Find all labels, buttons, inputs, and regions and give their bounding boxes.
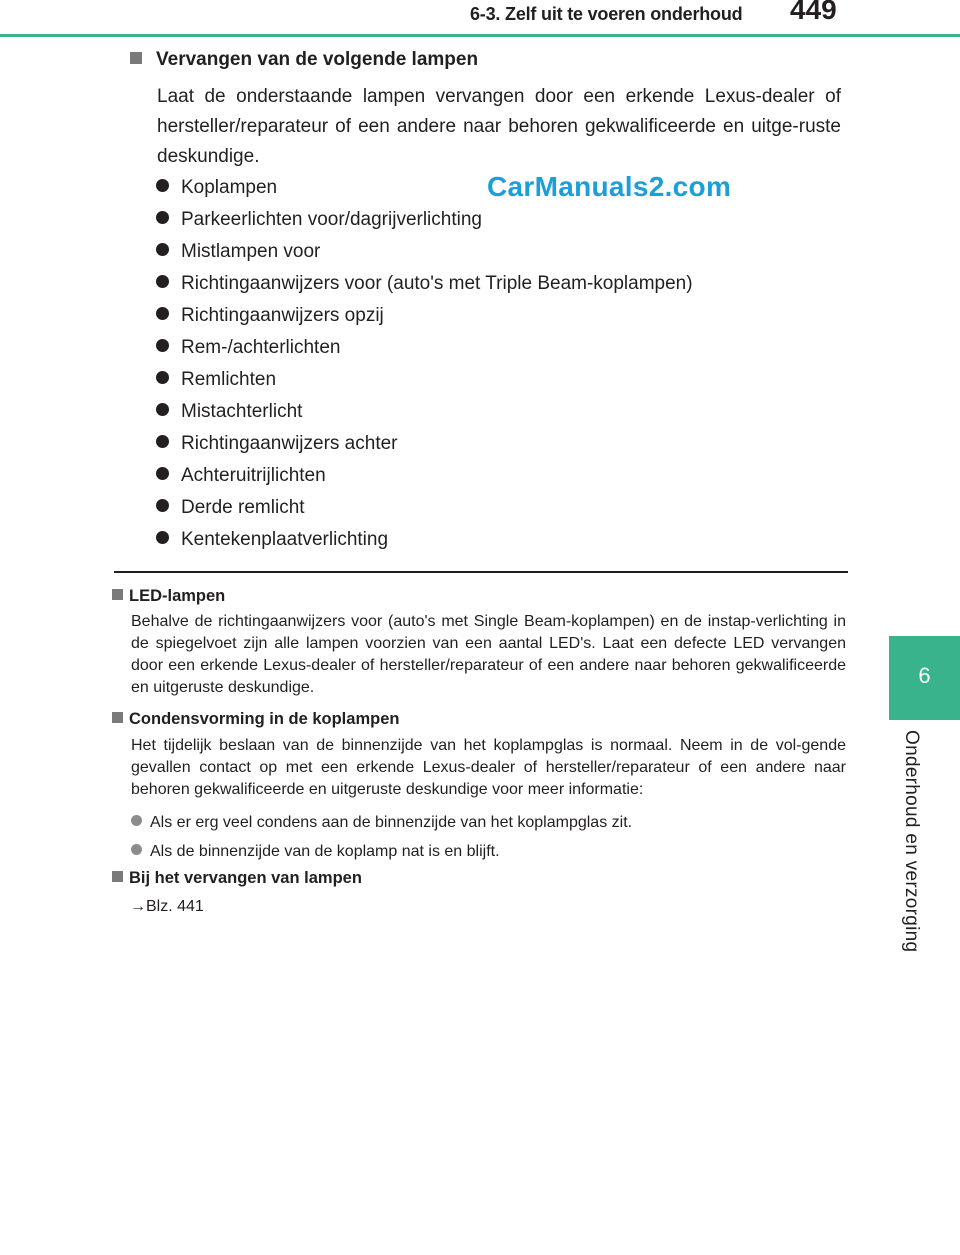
note-replacing (112, 869, 846, 888)
note-body: Het tijdelijk beslaan van de binnenzijde van het koplampglas is normaal. Neem in de vol-gende gevallen contact op met een erkende Lexus-dealer of hersteller/reparateur of een andere naar behoren gekwalificeerde en uitgeruste deskundige voor meer informatie: (131, 737, 846, 798)
list-item-text: Rem-/achterlichten (181, 337, 341, 358)
sub-list-item-text: Als de binnenzijde van de koplamp nat is en blijft. (150, 843, 500, 860)
note-heading (112, 710, 846, 729)
square-bullet-icon (112, 871, 123, 882)
bullet-icon (156, 435, 169, 448)
intro-paragraph: Laat de onderstaande lampen vervangen door een erkende Lexus-dealer of hersteller/reparateur of een andere naar behoren gekwalificeerde en uitge-ruste deskundige. (157, 86, 841, 167)
note-heading (112, 587, 846, 606)
note-heading (112, 869, 846, 888)
page-reference-link[interactable]: →Blz. 441 (130, 898, 204, 915)
sub-list-item (131, 812, 632, 834)
note-condensation (112, 710, 846, 801)
note-heading-text: Bij het vervangen van lampen (129, 869, 362, 887)
bullet-icon (156, 307, 169, 320)
bullet-icon (156, 403, 169, 416)
list-item-text: Richtingaanwijzers opzij (181, 305, 384, 326)
list-item-text: Kentekenplaatverlichting (181, 529, 389, 550)
watermark: CarManuals2.com (487, 171, 732, 202)
header-rule (0, 34, 960, 37)
list-item-text: Mistachterlicht (181, 401, 303, 422)
bullet-icon (156, 499, 169, 512)
section-divider (114, 571, 848, 573)
list-item (156, 172, 693, 204)
list-item-text: Richtingaanwijzers achter (181, 433, 398, 454)
list-item (156, 300, 693, 332)
square-bullet-icon (112, 589, 123, 600)
list-item (156, 204, 693, 236)
sub-list-item (131, 841, 500, 863)
list-item (156, 428, 693, 460)
list-item-text: Mistlampen voor (181, 241, 321, 262)
list-item-text: Achteruitrijlichten (181, 465, 326, 486)
bullet-icon (131, 844, 142, 855)
main-heading-text: Vervangen van de volgende lampen (156, 49, 479, 70)
square-bullet-icon (130, 52, 142, 64)
note-body: Behalve de richtingaanwijzers voor (auto's met Single Beam-koplampen) en de instap-verlichting in de spiegelvoet zijn alle lampen voorzien van een aantal LED's. Laat een defecte LED vervangen door een erkende Lexus-dealer of hersteller/reparateur of een andere naar behoren gekwalificeerde en uitgeruste deskundige. (131, 613, 846, 696)
sub-list-item-text: Als er erg veel condens aan de binnenzijde van het koplampglas zit. (150, 814, 633, 831)
note-heading-text: LED-lampen (129, 587, 226, 605)
list-item-text: Remlichten (181, 369, 277, 390)
list-item-text: Koplampen (181, 177, 278, 198)
main-heading (130, 49, 478, 71)
chapter-title: Onderhoud en verzorging (901, 730, 922, 953)
list-item (156, 236, 693, 268)
bullet-icon (156, 467, 169, 480)
list-item-text: Richtingaanwijzers voor (auto's met Triple Beam-koplampen) (181, 273, 693, 294)
bullet-icon (156, 243, 169, 256)
bullet-icon (156, 339, 169, 352)
list-item (156, 460, 693, 492)
list-item-text: Parkeerlichten voor/dagrijverlichting (181, 209, 482, 230)
chapter-tab: 6 (889, 636, 960, 720)
list-item (156, 332, 693, 364)
note-led (112, 587, 846, 699)
page-number: 449 (790, 0, 837, 25)
bullet-icon (156, 179, 169, 192)
list-item (156, 396, 693, 428)
list-item (156, 492, 693, 524)
list-item (156, 524, 693, 556)
square-bullet-icon (112, 712, 123, 723)
list-item (156, 268, 693, 300)
list-item-text: Derde remlicht (181, 497, 305, 518)
list-item (156, 364, 693, 396)
bullet-icon (131, 815, 142, 826)
bullet-icon (156, 531, 169, 544)
lamp-list (156, 172, 693, 556)
bullet-icon (156, 275, 169, 288)
bullet-icon (156, 211, 169, 224)
section-title: 6-3. Zelf uit te voeren onderhoud (470, 4, 743, 24)
note-heading-text: Condensvorming in de koplampen (129, 710, 400, 728)
bullet-icon (156, 371, 169, 384)
